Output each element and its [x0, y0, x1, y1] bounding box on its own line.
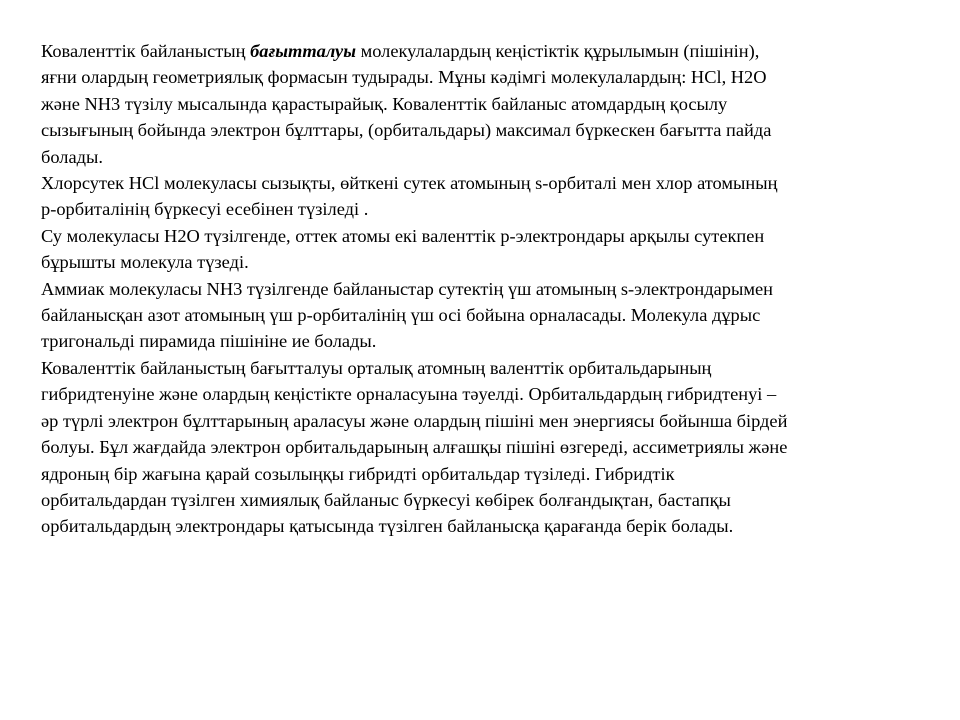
paragraph-covalent-directionality: [41, 38, 921, 170]
paragraph-h2o: Су молекуласы H2O түзілгенде, оттек атомы екі валенттік р-электрондары арқылы сутекпен бұрышты молекула түзеді.: [41, 225, 765, 273]
paragraph-nh3: Аммиак молекуласы NH3 түзілгенде байланыстар сутектің үш атомының s-электрондарымен байланысқан азот атомының үш р-орбиталінің үш осі бойына орналасады. Молекула дұрыс тригональді пирамида пішініне ие болады.: [41, 278, 773, 352]
paragraph-hcl: Хлорсутек HCl молекуласы сызықты, өйткені сутек атомының s-орбиталі мен хлор атомының p-орбиталінің бүркесуі есебінен түзіледі .: [41, 173, 778, 220]
paragraph-hybridization: Коваленттік байланыстың бағытталуы орталық атомның валенттік орбитальдарының гибридтенуіне және олардың кеңістікте орналасуына тәуелді. Орбитальдардың гибридтенуі – әр түрлі электрон бұлттарының араласуы және олардың пішіні мен энергиясы бойынша бірдей болуы. Бұл жағдайда электрон орбитальдарының алғашқы пішіні өзгереді, ассиметриялы және ядроның бір жағына қарай созылыңқы гибридті орбитальдар түзіледі. Гибридтік орбитальдардан түзілген химиялық байланыс бүркесуі көбірек болғандықтан, бастапқы орбитальдардың электрондары қатысында түзілген байланысқа қарағанда берік болады.: [41, 357, 788, 537]
paragraph-lead: Коваленттік байланыстың: [41, 41, 251, 61]
paragraph-rest: молекулалардың кеңістіктік құрылымын (пішінін), яғни олардың геометриялық формасын тудырады. Мұны кәдімгі молекулалардың: HCl, H2O және NH3 түзілу мысалында қарастырайық. Коваленттік байланыс атомдардың қосылу сызығының бойында электрон бұлттары, (орбитальдары) максимал бүркескен бағытта пайда болады.: [41, 41, 772, 167]
body-text: [41, 38, 921, 540]
emphasis-term: бағытталуы: [250, 41, 356, 61]
